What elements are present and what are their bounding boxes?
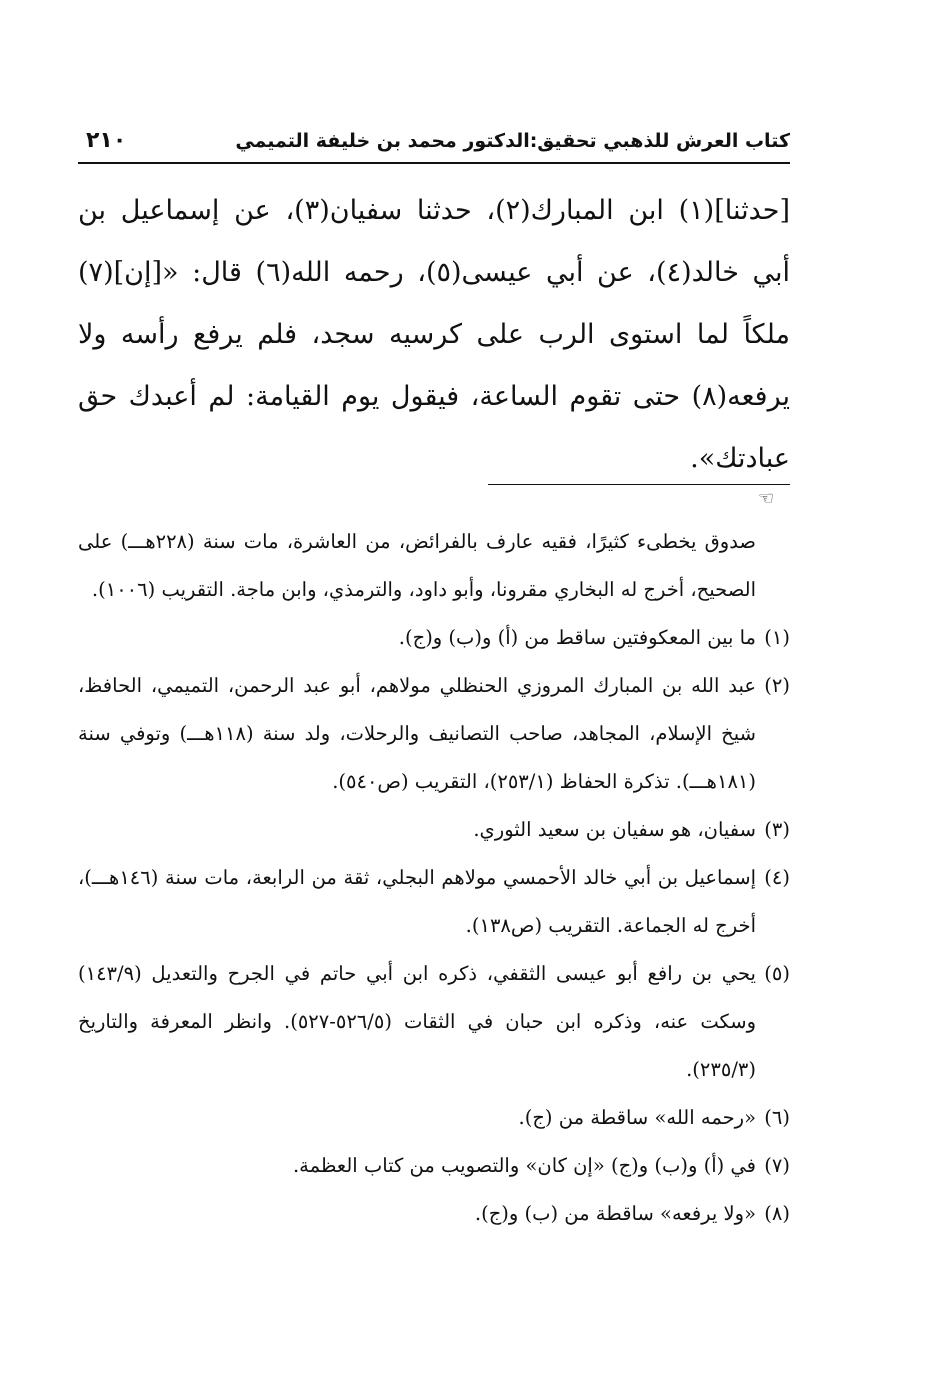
page-number: ٢١٠ (86, 128, 127, 153)
footnote-number: (١) (764, 626, 790, 649)
footnote-text: سفيان، هو سفيان بن سعيد الثوري. (473, 818, 756, 841)
footnote-text: «رحمه الله» ساقطة من (ج). (518, 1106, 756, 1129)
footnote-number: (٥) (764, 962, 790, 985)
hand-pointer-icon: ☜ (758, 488, 775, 509)
footnote-number: (٦) (764, 1106, 790, 1129)
main-paragraph: [حدثنا](١) ابن المبارك(٢)، حدثنا سفيان(٣)، عن إسماعيل بن أبي خالد(٤)، عن أبي عيسى(٥)، رحمه الله(٦) قال: «[إن](٧) ملكاً لما استوى الرب على كرسيه سجد، فلم يرفع رأسه ولا يرفعه(٨) حتى تقوم الساعة، فيقول يوم القيامة: لم أعبدك حق عبادتك». (78, 195, 791, 474)
running-title: كتاب العرش للذهبي تحقيق:الدكتور محمد بن خليفة التميمي (235, 130, 790, 152)
footnote-text: في (أ) و(ب) و(ج) «إن كان» والتصويب من كتاب العظمة. (292, 1154, 756, 1177)
footnote-number: (٤) (764, 866, 790, 889)
footnote-number: (٧) (764, 1154, 790, 1177)
footnote-text: ما بين المعكوفتين ساقط من (أ) و(ب) و(ج). (398, 626, 756, 649)
footnote-text: عبد الله بن المبارك المروزي الحنظلي مولاهم، أبو عبد الرحمن، التميمي، الحافظ، شيخ الإسلام، المجاهد، صاحب التصانيف والرحلات، ولد سنة (١١٨هـــ) وتوفي سنة (١٨١هـــ). تذكرة الحفاظ (٢٥٣/١)، التقريب (ص٥٤٠). (78, 674, 756, 793)
footnote-continuation: صدوق يخطىء كثيرًا، فقيه عارف بالفرائض، من العاشرة، مات سنة (٢٢٨هـــ) على الصحيح، أخرج له البخاري مقرونا، وأبو داود، والترمذي، وابن ماجة. التقريب (١٠٠٦). (78, 530, 756, 601)
footnote-text: إسماعيل بن أبي خالد الأحمسي مولاهم البجلي، ثقة من الرابعة، مات سنة (١٤٦هـــ)، أخرج له الجماعة. التقريب (ص١٣٨). (78, 866, 756, 937)
footnote-number: (٣) (764, 818, 790, 841)
book-page (78, 0, 790, 1375)
footnote-separator (488, 484, 790, 485)
footnote-text: «ولا يرفعه» ساقطة من (ب) و(ج). (474, 1202, 756, 1225)
footnote-number: (٨) (764, 1202, 790, 1225)
footnote-number: (٢) (764, 674, 790, 697)
main-text (78, 180, 790, 490)
header-rule (78, 162, 790, 164)
footnote-text: يحي بن رافع أبو عيسى الثقفي، ذكره ابن أبي حاتم في الجرح والتعديل (١٤٣/٩) وسكت عنه، وذكره ابن حبان في الثقات (٥٢٦/٥-٥٢٧). وانظر المعرفة والتاريخ (٢٣٥/٣). (78, 962, 756, 1081)
running-header (78, 128, 790, 162)
